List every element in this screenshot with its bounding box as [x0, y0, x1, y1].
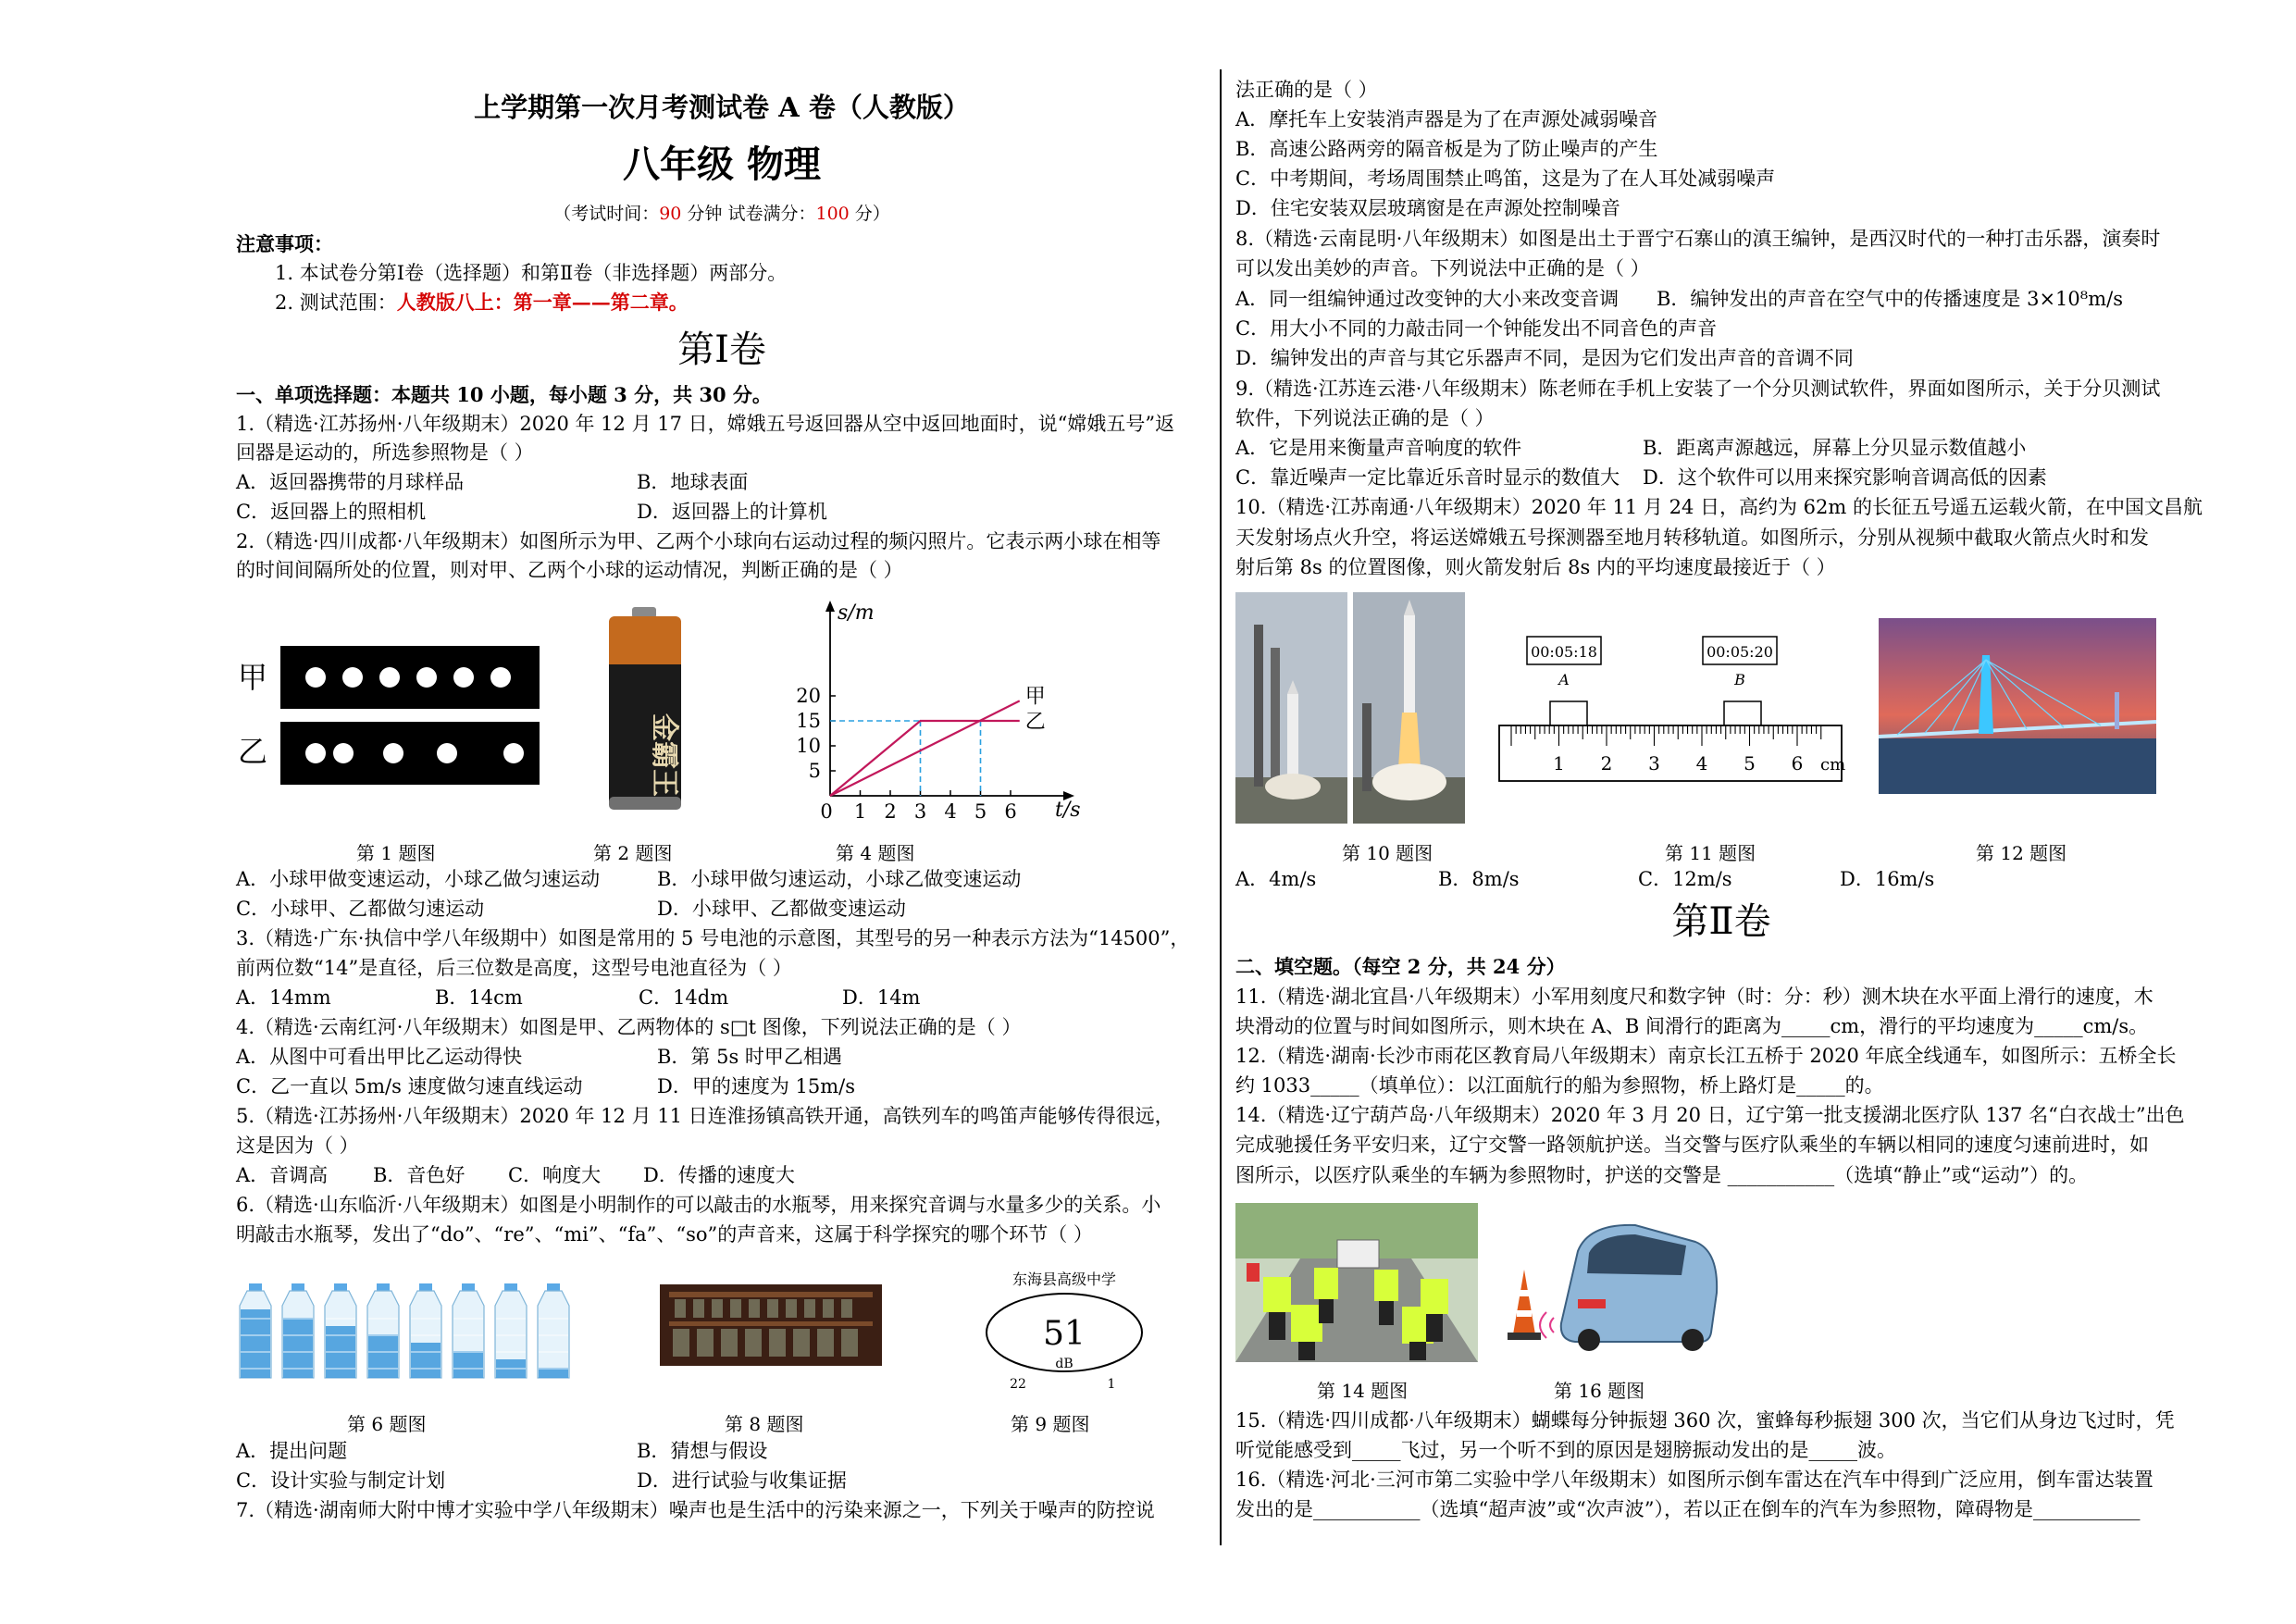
caption-fig-12: 第 12 题图 [1976, 842, 2067, 864]
figure-11-ruler-clocks [1495, 629, 1846, 791]
meter-unit: dB [1055, 1357, 1074, 1371]
notice-item-2-range: 人教版八上：第一章——第二章。 [396, 291, 689, 314]
q3-option-d: D．14m [842, 986, 921, 1009]
figure-6-water-bottles [236, 1282, 588, 1383]
q1-option-d: D．返回器上的计算机 [637, 501, 827, 523]
time-prefix: （考试时间： [553, 204, 660, 224]
battery-brand: 金霸王 [648, 713, 680, 797]
y-tick-label: 10 [796, 735, 821, 757]
q7-option-c: C．中考期间，考场周围禁止鸣笛，这是为了在人耳处减弱噪声 [1235, 167, 1776, 190]
x-tick-label: 3 [913, 800, 927, 819]
ruler-tick-label: 5 [1744, 752, 1756, 775]
part1-heading: 第Ⅰ卷 [677, 329, 766, 371]
traffic-cone [1513, 1270, 1535, 1334]
bottle-water [368, 1334, 398, 1378]
q5-option-b: B．音色好 [373, 1164, 465, 1186]
q9-line-1: 9.（精选·江苏连云港·八年级期末）陈老师在手机上安装了一个分贝测试软件，界面如图所示，关于分贝测试 [1235, 378, 2161, 400]
bottle-cap [419, 1283, 432, 1291]
x-tick-label: 1 [853, 800, 867, 819]
q6-option-d: D．进行试验与收集证据 [637, 1469, 847, 1492]
ruler-body [1499, 725, 1842, 781]
q14-line-1: 14.（精选·辽宁葫芦岛·八年级期末）2020 年 3 月 20 日，辽宁第一批支援湖北医疗队 137 名“白衣战士”出色 [1235, 1104, 2185, 1126]
ruler-tick-label: 2 [1600, 752, 1613, 775]
q9-option-a: A．它是用来衡量声音响度的软件 [1235, 437, 1522, 459]
q6-line-2: 明敲击水瓶琴，发出了“do”、“re”、“mi”、“fa”、“so”的声音来，这属于科学探究的哪个环节（ ） [236, 1223, 1093, 1246]
ruler-tick-label: 1 [1553, 752, 1565, 775]
ruler-unit: cm [1820, 755, 1846, 775]
meter-value: 51 [1043, 1315, 1086, 1353]
bottle-cap [504, 1283, 517, 1291]
bottle-water [241, 1309, 270, 1378]
figure-10-rocket-photos [1235, 592, 1465, 824]
figure-2-battery [602, 607, 689, 815]
mark-a: A [1558, 671, 1570, 688]
q2-line-1: 2.（精选·四川成都·八年级期末）如图所示为甲、乙两个小球向右运动过程的频闪照片。它表示两小球在相等 [236, 530, 1161, 552]
x-tick-label: 2 [884, 800, 897, 819]
bottle-cap [377, 1283, 390, 1291]
q5-option-a: A．音调高 [236, 1164, 329, 1186]
q3-line-1: 3.（精选·广东·执信中学八年级期中）如图是常用的 5 号电池的示意图，其型号的另一种表示方法为“14500”， [236, 927, 1190, 949]
figure-8-bells [660, 1284, 882, 1366]
notice-item-2-prefix: 2. 测试范围： [275, 291, 397, 314]
water-bottle [538, 1283, 569, 1378]
bottle-cap [462, 1283, 475, 1291]
q9-option-c: C．靠近噪声一定比靠近乐音时显示的数值大 [1235, 466, 1620, 489]
bottle-cap [292, 1283, 304, 1291]
q4-option-d: D．甲的速度为 15m/s [657, 1075, 855, 1097]
q16-line-1: 16.（精选·河北·三河市第二实验中学八年级期末）如图所示倒车雷达在汽车中得到广泛应用，倒车雷达装置 [1235, 1469, 2153, 1491]
caption-fig-9: 第 9 题图 [1011, 1413, 1090, 1435]
caption-fig-2: 第 2 题图 [593, 842, 673, 864]
y-axis-label: s/m [838, 601, 875, 625]
block-b [1724, 701, 1761, 725]
q3-line-2: 前两位数“14”是直径，后三位数是高度，这型号电池直径为（ ） [236, 957, 792, 979]
q8-option-a: A．同一组编钟通过改变钟的大小来改变音调 [1235, 288, 1620, 310]
x-tick-label: 4 [944, 800, 957, 819]
exam-time-line [236, 200, 1208, 228]
label-yi: 乙 [238, 734, 268, 769]
line-yi [830, 721, 1020, 796]
notice-item-1: 1. 本试卷分第Ⅰ卷（选择题）和第Ⅱ卷（非选择题）两部分。 [275, 262, 788, 284]
mark-b: B [1734, 671, 1745, 688]
q5-option-d: D．传播的速度大 [643, 1164, 795, 1186]
q6-option-c: C．设计实验与制定计划 [236, 1469, 446, 1492]
q6-option-a: A．提出问题 [236, 1440, 348, 1462]
q4-line: 4.（精选·云南红河·八年级期末）如图是甲、乙两物体的 s□t 图像，下列说法正确的是（ ） [236, 1016, 1022, 1038]
time-suffix: 分） [849, 204, 890, 224]
q11-line-1: 11.（精选·湖北宜昌·八年级期末）小军用刻度尺和数字钟（时：分：秒）测木块在水平面上滑行的速度，木 [1235, 986, 2153, 1008]
water-bottle [410, 1283, 441, 1378]
water-bottle [367, 1283, 399, 1378]
notice-heading: 注意事项： [236, 232, 333, 255]
q8-line-2: 可以发出美妙的声音。下列说法中正确的是（ ） [1235, 257, 1650, 279]
block-a [1550, 701, 1587, 725]
q15-line-2: 听觉能感受到_____飞过，另一个听不到的原因是翅膀振动发出的是_____波。 [1235, 1439, 1896, 1461]
ruler-tick-label: 3 [1648, 752, 1660, 775]
bottle-body [538, 1291, 569, 1378]
q1-option-a: A．返回器携带的月球样品 [236, 471, 465, 493]
q6-line-1: 6.（精选·山东临沂·八年级期末）如图是小明制作的可以敲击的水瓶琴，用来探究音调与水量多少的关系。小 [236, 1194, 1161, 1216]
q9-line-2: 软件，下列说法正确的是（ ） [1235, 407, 1495, 429]
q1-line-2: 回器是运动的，所选参照物是（ ） [236, 441, 534, 464]
water-bottle [453, 1283, 484, 1378]
bottle-cap [547, 1283, 560, 1291]
figure-16-reversing-radar [1496, 1214, 1723, 1353]
q10-line-3: 射后第 8s 的位置图像，则火箭发射后 8s 内的平均速度最接近于（ ） [1235, 556, 1836, 578]
bottle-water [453, 1351, 483, 1378]
q4-option-a: A．从图中可看出甲比乙运动得快 [236, 1046, 523, 1068]
q14-line-2: 完成驰援任务平安归来，辽宁交警一路领航护送。当交警与医疗队乘坐的车辆以相同的速度匀速前进时，如 [1235, 1134, 2149, 1156]
caption-fig-6: 第 6 题图 [347, 1413, 427, 1435]
x-tick-label: 6 [1004, 800, 1017, 819]
clock-a-time: 00:05:18 [1531, 643, 1597, 661]
q9-option-b: B．距离声源越远，屏幕上分贝显示数值越小 [1643, 437, 2027, 459]
time-middle: 分钟 试卷满分： [681, 204, 816, 224]
caption-fig-11: 第 11 题图 [1665, 842, 1756, 864]
exam-subject: 八年级 物理 [623, 143, 821, 186]
figure-1-strobe [236, 638, 541, 796]
q6-option-b: B．猜想与假设 [637, 1440, 768, 1462]
q1-option-b: B．地球表面 [637, 471, 749, 493]
figure-4-st-graph [773, 597, 1087, 819]
q15-line-1: 15.（精选·四川成都·八年级期末）蝴蝶每分钟振翅 360 次，蜜蜂每秒振翅 300 次，当它们从身边飞过时，凭 [1235, 1409, 2175, 1432]
q7-option-d: D．住宅安装双层玻璃窗是在声源处控制噪音 [1235, 197, 1620, 219]
q2-option-c: C．小球甲、乙都做匀速运动 [236, 898, 485, 920]
q14-line-3: 图所示，以医疗队乘坐的车辆为参照物时，护送的交警是 ___________（选填“静止”或“运动”）的。 [1235, 1164, 2089, 1186]
q5-line-1: 5.（精选·江苏扬州·八年级期末）2020 年 12 月 11 日连淮扬镇高铁开通，高铁列车的鸣笛声能够传得很远， [236, 1105, 1174, 1127]
q4-option-c: C．乙一直以 5m/s 速度做匀速直线运动 [236, 1075, 583, 1097]
notice-item-2 [275, 289, 689, 316]
ruler-tick-label: 4 [1695, 752, 1708, 775]
q12-line-1: 12.（精选·湖南·长沙市雨花区教育局八年级期末）南京长江五桥于 2020 年底全线通车，如图所示：五桥全长 [1235, 1045, 2177, 1067]
water-bottle [495, 1283, 527, 1378]
q3-option-b: B．14cm [435, 986, 523, 1009]
q16-line-2: 发出的是___________（选填“超声波”或“次声波”），若以正在倒车的汽车为参照物，障碍物是___________ [1235, 1498, 2141, 1520]
y-tick-label: 20 [796, 685, 821, 707]
label-line-yi: 乙 [1024, 711, 1046, 734]
y-tick-label: 5 [808, 760, 821, 782]
caption-fig-4: 第 4 题图 [836, 842, 915, 864]
q1-line-1: 1.（精选·江苏扬州·八年级期末）2020 年 12 月 17 日，嫦娥五号返回器从空中返回地面时，说“嫦娥五号”返 [236, 413, 1175, 435]
x-tick-label: 0 [820, 800, 833, 819]
q3-option-a: A．14mm [236, 986, 331, 1009]
right-column [1235, 0, 2207, 1624]
q7-line-2: 法正确的是（ ） [1235, 79, 1378, 101]
ruler-tick-label: 6 [1791, 752, 1804, 775]
q7-option-a: A．摩托车上安装消声器是为了在声源处减弱噪音 [1235, 108, 1658, 130]
caption-fig-10: 第 10 题图 [1342, 842, 1433, 864]
part1-section: 一、单项选择题：本题共 10 小题，每小题 3 分，共 30 分。 [236, 383, 772, 406]
line-jia [830, 700, 1020, 796]
score-value: 100 [815, 204, 850, 224]
left-column [236, 0, 1208, 1624]
q8-line-1: 8.（精选·云南昆明·八年级期末）如图是出土于晋宁石寨山的滇王编钟，是西汉时代的一种打击乐器，演奏时 [1235, 228, 2161, 250]
meter-right: 1 [1107, 1377, 1116, 1392]
water-bottle [240, 1283, 271, 1378]
q2-option-d: D．小球甲、乙都做变速运动 [657, 898, 906, 920]
part2-section: 二、填空题。（每空 2 分，共 24 分） [1235, 955, 1566, 978]
q3-option-c: C．14dm [639, 986, 729, 1009]
q7-line-1: 7.（精选·湖南师大附中博才实验中学八年级期末）噪声也是生活中的污染来源之一，下列关于噪声的防控说 [236, 1499, 1155, 1521]
q2-line-2: 的时间间隔所处的位置，则对甲、乙两个小球的运动情况，判断正确的是（ ） [236, 559, 903, 581]
y-tick-label: 15 [796, 710, 821, 732]
q5-line-2: 这是因为（ ） [236, 1134, 359, 1157]
q4-option-b: B．第 5s 时甲乙相遇 [657, 1046, 842, 1068]
q10-line-2: 天发射场点火升空，将运送嫦娥五号探测器至地月转移轨道。如图所示，分别从视频中截取火箭点火时和发 [1235, 527, 2149, 549]
caption-fig-8: 第 8 题图 [725, 1413, 804, 1435]
q10-option-a: A．4m/s [1235, 868, 1317, 890]
q10-line-1: 10.（精选·江苏南通·八年级期末）2020 年 11 月 24 日，高约为 62m 的长征五号遥五运载火箭，在中国文昌航 [1235, 496, 2203, 518]
q8-option-c: C．用大小不同的力敲击同一个钟能发出不同音色的声音 [1235, 317, 1718, 340]
water-bottle [282, 1283, 314, 1378]
x-axis-label: t/s [1055, 799, 1081, 819]
q7-option-b: B．高速公路两旁的隔音板是为了防止噪声的产生 [1235, 138, 1658, 160]
x-tick-label: 5 [974, 800, 987, 819]
caption-fig-1: 第 1 题图 [356, 842, 436, 864]
q2-option-b: B．小球甲做匀速运动，小球乙做变速运动 [657, 868, 1022, 890]
bottle-water [411, 1343, 441, 1378]
bottle-cap [334, 1283, 347, 1291]
figure-12-bridge [1879, 618, 2156, 794]
q10-option-b: B．8m/s [1438, 868, 1520, 890]
q10-option-d: D．16m/s [1840, 868, 1935, 890]
q8-option-d: D．编钟发出的声音与其它乐器声不同，是因为它们发出声音的音调不同 [1235, 347, 1854, 369]
q10-option-c: C．12m/s [1638, 868, 1732, 890]
caption-fig-16: 第 16 题图 [1554, 1380, 1645, 1402]
bottle-cap [249, 1283, 262, 1291]
label-jia: 甲 [238, 660, 268, 695]
meter-left: 22 [1010, 1377, 1026, 1392]
q9-option-d: D．这个软件可以用来探究影响音调高低的因素 [1643, 466, 2047, 489]
q11-line-2: 块滑动的位置与时间如图所示，则木块在 A、B 间滑行的距离为_____cm，滑行的平均速度为_____cm/s。 [1235, 1015, 2149, 1037]
q2-option-a: A．小球甲做变速运动，小球乙做匀速运动 [236, 868, 601, 890]
label-line-jia: 甲 [1024, 685, 1046, 709]
caption-fig-14: 第 14 题图 [1317, 1380, 1409, 1402]
exam-title: 上学期第一次月考测试卷 A 卷（人教版） [474, 92, 970, 123]
clock-b-time: 00:05:20 [1706, 643, 1773, 661]
meter-school: 东海县高级中学 [1011, 1271, 1117, 1288]
figure-14-police-escort [1235, 1203, 1478, 1362]
figure-9-decibel-meter [976, 1268, 1152, 1397]
part2-heading: 第Ⅱ卷 [1671, 900, 1771, 943]
water-bottle [325, 1283, 356, 1378]
q12-line-2: 约 1033_____（填单位）：以江面航行的船为参照物，桥上路灯是_____的。 [1235, 1074, 1884, 1097]
q8-option-b: B．编钟发出的声音在空气中的传播速度是 3×10⁸m/s [1657, 288, 2123, 310]
time-value: 90 [659, 204, 682, 224]
q5-option-c: C．响度大 [508, 1164, 602, 1186]
column-divider [1220, 69, 1222, 1545]
q1-option-c: C．返回器上的照相机 [236, 501, 427, 523]
